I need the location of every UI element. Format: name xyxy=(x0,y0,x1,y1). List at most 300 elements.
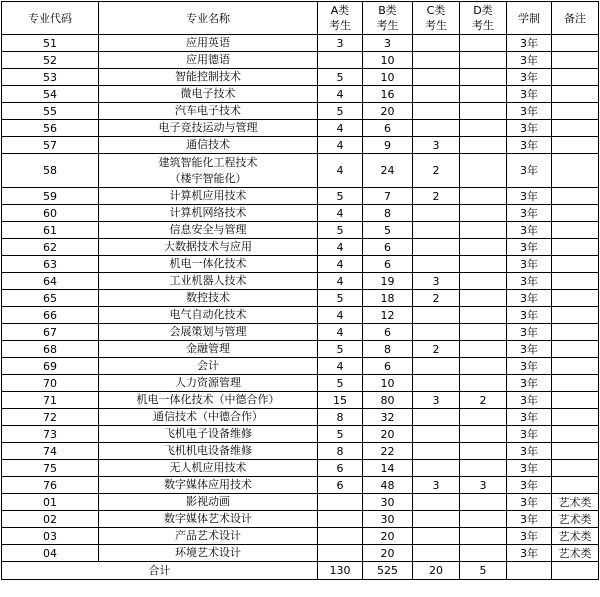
cell-duration: 3年 xyxy=(507,375,552,392)
cell-d xyxy=(460,52,507,69)
cell-d xyxy=(460,137,507,154)
cell-c xyxy=(413,443,460,460)
cell-duration: 3年 xyxy=(507,358,552,375)
cell-name-line: 环境艺术设计 xyxy=(175,546,241,559)
cell-name xyxy=(99,358,318,375)
table-row xyxy=(2,443,599,460)
cell-a: 5 xyxy=(318,426,363,443)
cell-duration: 3年 xyxy=(507,290,552,307)
cell-a: 5 xyxy=(318,375,363,392)
cell-name xyxy=(99,239,318,256)
cell-a: 4 xyxy=(318,86,363,103)
cell-code: 57 xyxy=(2,137,99,154)
cell-code: 58 xyxy=(2,154,99,188)
cell-duration: 3年 xyxy=(507,460,552,477)
cell-name-line: 机电一体化技术（中德合作） xyxy=(136,393,280,406)
cell-note xyxy=(552,52,599,69)
table-row xyxy=(2,358,599,375)
cell-a: 15 xyxy=(318,392,363,409)
cell-name-line: 数字媒体应用技术 xyxy=(164,478,252,491)
table-row xyxy=(2,290,599,307)
header-a-line1: A类 xyxy=(330,4,350,17)
cell-c xyxy=(413,460,460,477)
totals-duration xyxy=(507,562,552,580)
cell-c: 3 xyxy=(413,392,460,409)
table-row xyxy=(2,137,599,154)
cell-name xyxy=(99,69,318,86)
table-row xyxy=(2,205,599,222)
cell-d xyxy=(460,273,507,290)
cell-b: 6 xyxy=(363,239,413,256)
cell-duration: 3年 xyxy=(507,137,552,154)
header-c-line2: 考生 xyxy=(425,19,447,32)
cell-a: 4 xyxy=(318,324,363,341)
cell-note xyxy=(552,154,599,188)
cell-c xyxy=(413,307,460,324)
totals-label: 合计 xyxy=(2,562,318,580)
cell-duration: 3年 xyxy=(507,324,552,341)
cell-note xyxy=(552,35,599,52)
cell-note xyxy=(552,307,599,324)
cell-code: 64 xyxy=(2,273,99,290)
cell-c xyxy=(413,358,460,375)
cell-code: 01 xyxy=(2,494,99,511)
cell-name-line: 计算机应用技术 xyxy=(169,189,247,202)
cell-note xyxy=(552,290,599,307)
cell-d xyxy=(460,120,507,137)
cell-c xyxy=(413,69,460,86)
cell-c xyxy=(413,256,460,273)
cell-name-line: 汽车电子技术 xyxy=(175,104,241,117)
cell-c xyxy=(413,409,460,426)
cell-code: 51 xyxy=(2,35,99,52)
cell-name-line: 信息安全与管理 xyxy=(169,223,247,236)
cell-b: 24 xyxy=(363,154,413,188)
cell-name xyxy=(99,443,318,460)
cell-c xyxy=(413,52,460,69)
table-row xyxy=(2,86,599,103)
table-row xyxy=(2,477,599,494)
cell-c xyxy=(413,511,460,528)
admissions-table xyxy=(1,1,599,580)
cell-d: 3 xyxy=(460,477,507,494)
cell-duration: 3年 xyxy=(507,52,552,69)
cell-note xyxy=(552,426,599,443)
cell-code: 04 xyxy=(2,545,99,562)
cell-name-line: 飞机电子设备维修 xyxy=(164,427,252,440)
cell-a: 4 xyxy=(318,256,363,273)
cell-code: 59 xyxy=(2,188,99,205)
cell-code: 76 xyxy=(2,477,99,494)
cell-d xyxy=(460,188,507,205)
totals-b: 525 xyxy=(363,562,413,580)
cell-b: 9 xyxy=(363,137,413,154)
cell-a: 5 xyxy=(318,290,363,307)
cell-b: 48 xyxy=(363,477,413,494)
cell-b: 14 xyxy=(363,460,413,477)
table-row xyxy=(2,528,599,545)
cell-note xyxy=(552,256,599,273)
cell-b: 6 xyxy=(363,256,413,273)
cell-duration: 3年 xyxy=(507,443,552,460)
cell-name-line: 微电子技术 xyxy=(180,87,236,100)
table-row xyxy=(2,256,599,273)
cell-b: 6 xyxy=(363,120,413,137)
cell-name-line: 无人机应用技术 xyxy=(169,461,247,474)
cell-name xyxy=(99,426,318,443)
cell-d xyxy=(460,307,507,324)
cell-a: 5 xyxy=(318,69,363,86)
cell-name xyxy=(99,477,318,494)
table-row xyxy=(2,341,599,358)
cell-d xyxy=(460,358,507,375)
cell-c: 2 xyxy=(413,154,460,188)
cell-name xyxy=(99,205,318,222)
cell-b: 20 xyxy=(363,545,413,562)
cell-b: 7 xyxy=(363,188,413,205)
cell-note xyxy=(552,273,599,290)
table-row xyxy=(2,392,599,409)
cell-name xyxy=(99,103,318,120)
header-b xyxy=(363,2,413,35)
header-b-line1: B类 xyxy=(378,4,397,17)
cell-name xyxy=(99,256,318,273)
cell-d xyxy=(460,460,507,477)
cell-b: 16 xyxy=(363,86,413,103)
table-row xyxy=(2,103,599,120)
cell-d xyxy=(460,494,507,511)
cell-duration: 3年 xyxy=(507,86,552,103)
cell-a xyxy=(318,528,363,545)
cell-b: 8 xyxy=(363,341,413,358)
cell-b: 5 xyxy=(363,222,413,239)
table-row xyxy=(2,375,599,392)
cell-name-line: 计算机网络技术 xyxy=(169,206,247,219)
cell-name-line: 通信技术（中德合作） xyxy=(153,410,263,423)
cell-name-line: 电气自动化技术 xyxy=(169,308,247,321)
cell-b: 20 xyxy=(363,103,413,120)
cell-a: 5 xyxy=(318,341,363,358)
header-row xyxy=(2,2,599,35)
cell-a: 4 xyxy=(318,120,363,137)
totals-c: 20 xyxy=(413,562,460,580)
header-d-line1: D类 xyxy=(473,4,493,17)
cell-name-line: 会计 xyxy=(197,359,219,372)
cell-code: 65 xyxy=(2,290,99,307)
cell-name xyxy=(99,273,318,290)
totals-d: 5 xyxy=(460,562,507,580)
cell-name-line: 工业机器人技术 xyxy=(169,274,247,287)
table-row xyxy=(2,426,599,443)
cell-duration: 3年 xyxy=(507,545,552,562)
cell-duration: 3年 xyxy=(507,409,552,426)
cell-c: 3 xyxy=(413,137,460,154)
cell-d xyxy=(460,341,507,358)
cell-note xyxy=(552,443,599,460)
cell-name-line: 建筑智能化工程技术 xyxy=(158,155,258,169)
cell-duration: 3年 xyxy=(507,256,552,273)
cell-duration: 3年 xyxy=(507,511,552,528)
cell-note xyxy=(552,239,599,256)
cell-code: 61 xyxy=(2,222,99,239)
cell-name xyxy=(99,222,318,239)
cell-duration: 3年 xyxy=(507,120,552,137)
cell-a: 4 xyxy=(318,239,363,256)
cell-name xyxy=(99,307,318,324)
cell-a: 6 xyxy=(318,460,363,477)
cell-b: 19 xyxy=(363,273,413,290)
cell-note xyxy=(552,103,599,120)
cell-note xyxy=(552,137,599,154)
cell-c xyxy=(413,324,460,341)
header-c xyxy=(413,2,460,35)
cell-code: 55 xyxy=(2,103,99,120)
cell-name xyxy=(99,409,318,426)
cell-a: 4 xyxy=(318,205,363,222)
cell-c xyxy=(413,426,460,443)
cell-duration: 3年 xyxy=(507,188,552,205)
cell-code: 72 xyxy=(2,409,99,426)
cell-name-line: 飞机机电设备维修 xyxy=(164,444,252,457)
cell-name-line: 通信技术 xyxy=(186,138,230,151)
cell-name-line: 大数据技术与应用 xyxy=(164,240,252,253)
cell-a: 3 xyxy=(318,35,363,52)
header-code: 专业代码 xyxy=(2,2,99,35)
table-row xyxy=(2,222,599,239)
cell-name xyxy=(99,137,318,154)
cell-b: 10 xyxy=(363,69,413,86)
totals-note xyxy=(552,562,599,580)
cell-duration: 3年 xyxy=(507,477,552,494)
cell-name-line: （楼宇智能化） xyxy=(169,171,247,185)
cell-duration: 3年 xyxy=(507,103,552,120)
table-row xyxy=(2,35,599,52)
cell-name xyxy=(99,545,318,562)
cell-d xyxy=(460,409,507,426)
cell-note xyxy=(552,120,599,137)
table-row xyxy=(2,460,599,477)
cell-c: 2 xyxy=(413,188,460,205)
cell-code: 52 xyxy=(2,52,99,69)
cell-a: 4 xyxy=(318,154,363,188)
cell-code: 66 xyxy=(2,307,99,324)
table-row xyxy=(2,154,599,188)
cell-code: 73 xyxy=(2,426,99,443)
cell-b: 20 xyxy=(363,528,413,545)
cell-c xyxy=(413,375,460,392)
cell-duration: 3年 xyxy=(507,392,552,409)
cell-b: 10 xyxy=(363,52,413,69)
cell-name xyxy=(99,392,318,409)
cell-d xyxy=(460,375,507,392)
cell-b: 22 xyxy=(363,443,413,460)
cell-note: 艺术类 xyxy=(552,528,599,545)
cell-c xyxy=(413,239,460,256)
cell-name xyxy=(99,154,318,188)
totals-a: 130 xyxy=(318,562,363,580)
cell-duration: 3年 xyxy=(507,341,552,358)
cell-name xyxy=(99,528,318,545)
cell-d xyxy=(460,511,507,528)
cell-a: 5 xyxy=(318,188,363,205)
cell-d xyxy=(460,426,507,443)
header-d xyxy=(460,2,507,35)
cell-name-line: 产品艺术设计 xyxy=(175,529,241,542)
cell-code: 74 xyxy=(2,443,99,460)
cell-c xyxy=(413,35,460,52)
cell-name xyxy=(99,86,318,103)
table-row xyxy=(2,273,599,290)
cell-note xyxy=(552,188,599,205)
header-d-line2: 考生 xyxy=(472,19,494,32)
cell-b: 30 xyxy=(363,511,413,528)
cell-b: 20 xyxy=(363,426,413,443)
cell-b: 12 xyxy=(363,307,413,324)
cell-name-line: 会展策划与管理 xyxy=(169,325,247,338)
cell-name-line: 电子竞技运动与管理 xyxy=(158,121,258,134)
header-note: 备注 xyxy=(552,2,599,35)
cell-duration: 3年 xyxy=(507,154,552,188)
cell-code: 71 xyxy=(2,392,99,409)
header-name: 专业名称 xyxy=(99,2,318,35)
table-row xyxy=(2,494,599,511)
header-a xyxy=(318,2,363,35)
cell-duration: 3年 xyxy=(507,273,552,290)
cell-name xyxy=(99,375,318,392)
cell-note xyxy=(552,324,599,341)
cell-code: 70 xyxy=(2,375,99,392)
cell-duration: 3年 xyxy=(507,494,552,511)
table-row xyxy=(2,545,599,562)
header-a-line2: 考生 xyxy=(329,19,351,32)
cell-code: 60 xyxy=(2,205,99,222)
cell-name-line: 金融管理 xyxy=(186,342,230,355)
totals-row xyxy=(2,562,599,580)
cell-code: 53 xyxy=(2,69,99,86)
cell-name xyxy=(99,511,318,528)
cell-note xyxy=(552,341,599,358)
cell-name-line: 应用德语 xyxy=(186,53,230,66)
cell-code: 69 xyxy=(2,358,99,375)
cell-note xyxy=(552,477,599,494)
cell-d xyxy=(460,290,507,307)
cell-a xyxy=(318,52,363,69)
cell-a: 8 xyxy=(318,409,363,426)
cell-d xyxy=(460,528,507,545)
cell-c xyxy=(413,120,460,137)
cell-duration: 3年 xyxy=(507,426,552,443)
cell-a: 4 xyxy=(318,307,363,324)
table-row xyxy=(2,324,599,341)
cell-note xyxy=(552,358,599,375)
table-row xyxy=(2,409,599,426)
header-c-line1: C类 xyxy=(426,4,446,17)
cell-b: 8 xyxy=(363,205,413,222)
table-row xyxy=(2,120,599,137)
cell-duration: 3年 xyxy=(507,222,552,239)
cell-a: 5 xyxy=(318,103,363,120)
cell-note xyxy=(552,375,599,392)
cell-name-line: 人力资源管理 xyxy=(175,376,241,389)
cell-duration: 3年 xyxy=(507,239,552,256)
table-row xyxy=(2,52,599,69)
table-row xyxy=(2,69,599,86)
cell-name xyxy=(99,460,318,477)
cell-note: 艺术类 xyxy=(552,545,599,562)
cell-d xyxy=(460,205,507,222)
cell-c: 3 xyxy=(413,477,460,494)
cell-name-line: 智能控制技术 xyxy=(175,70,241,83)
cell-a xyxy=(318,494,363,511)
cell-a: 8 xyxy=(318,443,363,460)
cell-duration: 3年 xyxy=(507,528,552,545)
cell-code: 75 xyxy=(2,460,99,477)
cell-name-line: 数控技术 xyxy=(186,291,230,304)
cell-code: 62 xyxy=(2,239,99,256)
cell-c xyxy=(413,494,460,511)
cell-code: 54 xyxy=(2,86,99,103)
cell-c xyxy=(413,86,460,103)
cell-name xyxy=(99,52,318,69)
cell-c xyxy=(413,205,460,222)
table-row xyxy=(2,307,599,324)
cell-name xyxy=(99,35,318,52)
cell-d: 2 xyxy=(460,392,507,409)
cell-b: 80 xyxy=(363,392,413,409)
cell-b: 30 xyxy=(363,494,413,511)
cell-a: 5 xyxy=(318,222,363,239)
cell-duration: 3年 xyxy=(507,307,552,324)
cell-d xyxy=(460,239,507,256)
cell-note xyxy=(552,205,599,222)
cell-duration: 3年 xyxy=(507,69,552,86)
cell-note: 艺术类 xyxy=(552,494,599,511)
cell-name-line: 数字媒体艺术设计 xyxy=(164,512,252,525)
table-row xyxy=(2,239,599,256)
cell-code: 63 xyxy=(2,256,99,273)
cell-note xyxy=(552,69,599,86)
cell-d xyxy=(460,69,507,86)
table-row xyxy=(2,511,599,528)
cell-a xyxy=(318,545,363,562)
cell-note xyxy=(552,460,599,477)
cell-code: 03 xyxy=(2,528,99,545)
cell-c xyxy=(413,528,460,545)
cell-b: 32 xyxy=(363,409,413,426)
cell-b: 10 xyxy=(363,375,413,392)
cell-note xyxy=(552,409,599,426)
cell-b: 6 xyxy=(363,358,413,375)
cell-name-line: 影视动画 xyxy=(186,495,230,508)
cell-d xyxy=(460,103,507,120)
cell-c xyxy=(413,222,460,239)
cell-d xyxy=(460,324,507,341)
cell-duration: 3年 xyxy=(507,205,552,222)
cell-a: 4 xyxy=(318,137,363,154)
cell-note xyxy=(552,392,599,409)
cell-a: 4 xyxy=(318,358,363,375)
table-row xyxy=(2,188,599,205)
cell-a: 6 xyxy=(318,477,363,494)
cell-d xyxy=(460,35,507,52)
cell-c: 2 xyxy=(413,341,460,358)
cell-name-line: 机电一体化技术 xyxy=(169,257,247,270)
cell-b: 18 xyxy=(363,290,413,307)
cell-c: 2 xyxy=(413,290,460,307)
cell-c xyxy=(413,103,460,120)
cell-note xyxy=(552,86,599,103)
cell-code: 67 xyxy=(2,324,99,341)
